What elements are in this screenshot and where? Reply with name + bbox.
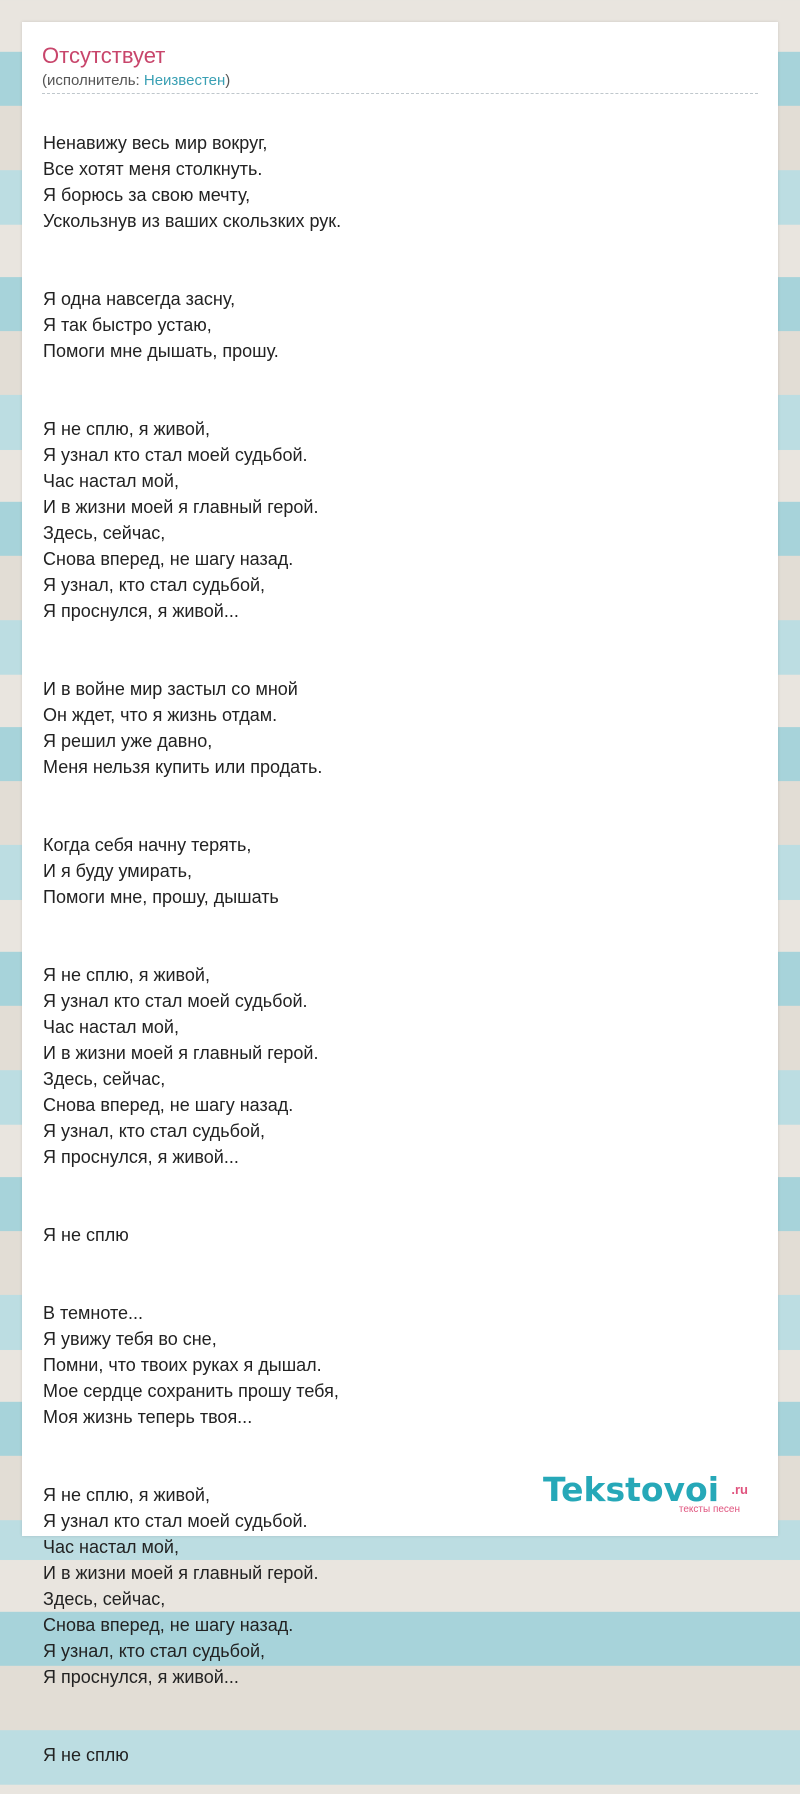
title-divider xyxy=(42,93,758,94)
stanza: Я не сплю, я живой, Я узнал кто стал моей судьбой. Час настал мой, И в жизни моей я главный герой. Здесь, сейчас, Снова вперед, не шагу назад. Я узнал, кто стал судьбой, Я проснулся, я живой... xyxy=(43,1485,319,1687)
stanza: Я одна навсегда засну, Я так быстро устаю, Помоги мне дышать, прошу. xyxy=(43,289,279,361)
lyrics-card xyxy=(22,22,778,1765)
stanza: Я не сплю, я живой, Я узнал кто стал моей судьбой. Час настал мой, И в жизни моей я главный герой. Здесь, сейчас, Снова вперед, не шагу назад. Я узнал, кто стал судьбой, Я проснулся, я живой... xyxy=(43,419,319,621)
stanza: Ненавижу весь мир вокруг, Все хотят меня столкнуть. Я борюсь за свою мечту, Ускользнув из ваших скользких рук. xyxy=(43,133,342,231)
stanza: Я не сплю xyxy=(43,1745,129,1765)
stanza: Я не сплю, я живой, Я узнал кто стал моей судьбой. Час настал мой, И в жизни моей я главный герой. Здесь, сейчас, Снова вперед, не шагу назад. Я узнал, кто стал судьбой, Я проснулся, я живой... xyxy=(43,965,319,1167)
stanza: И в войне мир застыл со мной Он ждет, что я жизнь отдам. Я решил уже давно, Меня нельзя купить или продать. xyxy=(43,679,323,777)
logo-brand: Tekstovoi xyxy=(543,1470,720,1509)
logo-tagline: тексты песен xyxy=(678,1504,740,1515)
site-logo[interactable] xyxy=(543,1470,748,1514)
logo-tld: .ru xyxy=(731,1482,748,1497)
artist-link[interactable]: Неизвестен xyxy=(143,72,226,89)
artist-prefix: (исполнитель: xyxy=(42,72,144,89)
artist-line xyxy=(42,72,230,89)
stanza: Я не сплю xyxy=(43,1225,129,1245)
stanza: Когда себя начну терять, И я буду умирать, Помоги мне, прошу, дышать xyxy=(43,835,279,907)
artist-suffix: ) xyxy=(225,72,231,89)
lyrics-text xyxy=(43,104,743,1794)
song-title: Отсутствует xyxy=(42,43,166,68)
stanza: В темноте... Я увижу тебя во сне, Помни, что твоих руках я дышал. Мое сердце сохранить прошу тебя, Моя жизнь теперь твоя... xyxy=(43,1303,339,1427)
